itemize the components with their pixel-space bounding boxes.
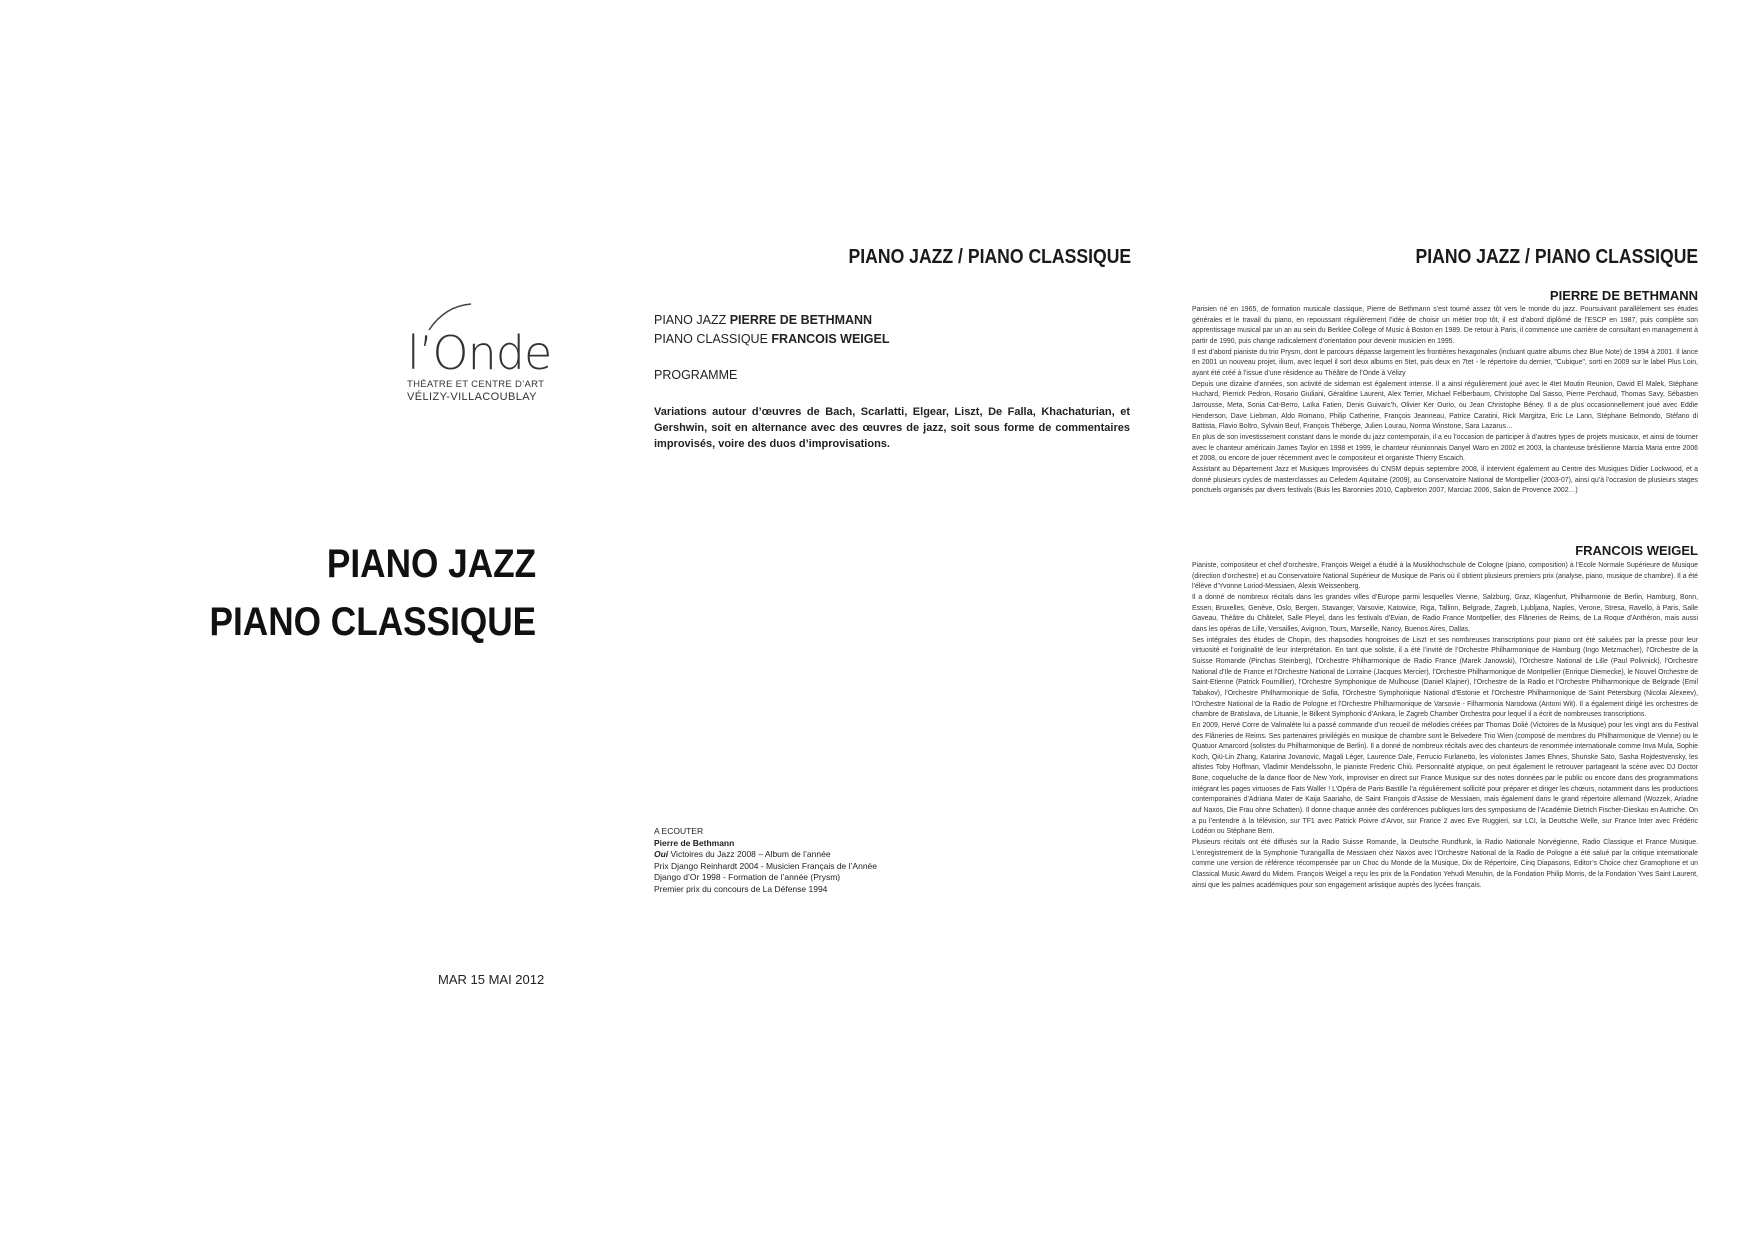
logo-subtitle: THÉATRE ET CENTRE D’ART	[407, 379, 545, 390]
bio-paragraph: Assistant au Département Jazz et Musiques Improvisées du CNSM depuis septembre 2008, il intervient également au Centre des Musiques Didier Lockwood, et a donné plusieurs cycles de masterclasses au Cefedem Aquitaine (2009), au Conservatoire National de Montpellier (2003-07), ainsi qu’à l’occasion de plusieurs stages ponctuels organisés par divers festivals (Buis les Baronnies 2010, Capbreton 2007, Marciac 2006, Salon de Provence 2002…)	[1192, 465, 1698, 495]
credit-jazz-prefix: PIANO JAZZ	[654, 313, 727, 327]
logo-wordmark: l’Onde	[407, 326, 552, 380]
listen-award-2: Prix Django Reinhardt 2004 - Musicien Français de l’Année	[654, 860, 878, 871]
listen-title: A ECOUTER	[654, 826, 704, 836]
bio-weigel-text	[1192, 561, 1698, 891]
bio-paragraph: Pianiste, compositeur et chef d’orchestre, François Weigel a étudié à la Musikhochschule de Cologne (piano, composition) à l’Ecole Normale Supérieure de Musique (direction d’orchestre) et au Conservatoire National Supérieur de Musique de Paris où il obtient plusieurs premiers prix (analyse, piano, musique de chambre). Il a été l’élève d’Yvonne Loriod-Messiaen, Alexis Weissenberg.	[1192, 562, 1698, 591]
bio-paragraph: Il est d’abord pianiste du trio Prysm, dont le parcours dépasse largement les frontières hexagonales (incluant quatre albums chez Blue Note) de 1994 à 2001. Il lance en 2001 un nouveau projet, ilium, avec lequel il sort deux albums en 5tet, puis deux en 7tet - le répertoire du dernier, "Cubique", sorti en 2009 sur le label Plus Loin, ayant été créé à l’issue d’une résidence au Théâtre de l’Onde à Vélizy	[1192, 348, 1698, 377]
logo-city: VÉLIZY-VILLACOUBLAY	[407, 391, 537, 403]
programme-text: Variations autour d’œuvres de Bach, Scarlatti, Elgear, Liszt, De Falla, Khachaturian, et Gershwin, soit en alternance avec des œuvres de jazz, soit sous forme de commentaires improvisés, voire des duos d’improvisations.	[654, 406, 1130, 450]
listen-award-1	[654, 849, 954, 861]
programme-panel	[584, 0, 1168, 1239]
performer-credits	[654, 311, 889, 349]
bio-paragraph: Il a donné de nombreux récitals dans les grandes villes d’Europe parmi lesquelles Vienne, Salzburg, Graz, Klagenfurt, Philharmonie de Berlin, Hamburg, Bonn, Essen, Bruxelles, Genève, Oslo, Bergen, Stavanger, Varsovie, Katowice, Riga, Tallinn, Belgrade, Zagreb, Ljubljana, Naples, Verone, Stresa, Ravello, à Paris, Salle Gaveau, Théâtre du Châtelet, Salle Pleyel, dans les festivals d’Evian, de Radio France Montpellier, des Flâneries de Reims, de La Roque d’Anthéron, mais aussi dans les opéras de Lille, Versailles, Avignon, Tours, Marseille, Nancy, Buenos Aires, Dallas.	[1192, 593, 1698, 633]
l-onde-logo	[395, 306, 555, 406]
credit-classique-prefix: PIANO CLASSIQUE	[654, 332, 768, 346]
bio-paragraph: En plus de son investissement constant dans le monde du jazz contemporain, il a eu l’occasion de participer à d’autres types de projets musicaux, et ainsi de tourner avec le chanteur américain James Taylor en 1998 et 1999, le chanteur réunionnais Danyel Waro en 2002 et 2003, la chanteuse brésilienne Marcia Maria entre 2006 et 2008, ou encore de jouer récemment avec le compositeur et organiste Thierry Escaich.	[1192, 433, 1698, 463]
biography-panel	[1168, 0, 1754, 1239]
bio-paragraph: Depuis une dizaine d’années, son activité de sideman est également intense. Il a ainsi régulièrement joué avec le 4tet Moutin Reunion, David El Malek, Stéphane Huchard, Pierrick Pedron, Rosario Giuliani, Géraldine Laurent, Alex Terrier, Michael Felberbaum, Christophe Dal Sasso, Pierre Perchaud, Thomas Savy, Sébastien Jarrousse, Meta, Sonia Cat-Berro, Laïka Fatien, Denis Guivarc’h, Olivier Ker Ourio, ou Jean Christophe Béney. Il a de plus occasionnellement joué avec Eddie Henderson, Dave Liebman, Aldo Romano, Philip Catherine, François Jeanneau, Patrice Caratini, Rick Margitza, Eric Le Lann, Stéphane Belmondo, Stéfano di Battista, Flavio Boltro, Sylvain Beuf, François Théberge, Julien Lourau, Norma Winstone, Sara Lazarus…	[1192, 380, 1698, 431]
credit-classique	[654, 330, 889, 349]
listen-section	[654, 826, 954, 895]
credit-classique-name: FRANCOIS WEIGEL	[771, 332, 890, 346]
biography-header: PIANO JAZZ / PIANO CLASSIQUE	[1415, 246, 1698, 268]
cover-title-line2: PIANO CLASSIQUE	[209, 600, 536, 644]
award-1-rest: Victoires du Jazz 2008 – Album de l’année	[668, 849, 831, 859]
programme-label: PROGRAMME	[654, 368, 738, 382]
event-date: MAR 15 MAI 2012	[438, 972, 545, 987]
bio-paragraph: En 2009, Hervé Corre de Valmalète lui a passé commande d’un recueil de mélodies créées par Thomas Dolié (Victoires de la Musique) pour les vingt ans du Festival des Flâneries de Reims. Ses partenaires privilégiés en musique de chambre sont le Belvedere Trio Wien (composé de membres du Philharmonique de Vienne) ou le Quatuor Amarcord (solistes du Philharmonique de Berlin). Il a donné de nombreux récitals avec des chanteurs de renommée internationale comme Inva Mula, Sophie Koch, Qiü-Lin Zhang, Katarina Jovanovic, Magali Léger, Laurence Dale, Ferrucio Furlanetto, les violonistes James Ehnes, Shunske Sato, Sasha Rojdestvensky, les altistes Toby Hoffman, Vladimir Mendelssohn, le pianiste Frederic Chiù. Personnalité atypique, on peut également le retrouver partageant la scène avec DJ Doctor Bone, coqueluche de la dance floor de New York, improviser en direct sur France Musique sur des notes données par le public ou encore dans des programmations intégrant les pages virtuoses de Fats Waller ! L’Opéra de Paris Bastille l’a régulièrement sollicité pour préparer et diriger les chœurs, notamment dans les productions contemporaines d’Adriana Mater de Kaija Saariaho, de Saint François d’Assise de Messiaen, mais également dans le grand répertoire allemand (Wozzek, Ariadne auf Naxos, Die Frau ohne Schatten). Il donne chaque année des conférences publiques lors des symposiums de l’Académie Dietrich Fischer-Dieskau en Autriche. On a pu l’entendre à la télévision, sur TF1 avec Patrick Poivre d’Arvor, sur France 2 avec Eve Ruggieri, sur LCI, la Deutsche Welle, sur France Inter avec Frédéric Lodéon ou Stéphane Bern.	[1192, 721, 1698, 836]
bio-paragraph: Ses intégrales des études de Chopin, des rhapsodies hongroises de Liszt et ses nombreuses transcriptions pour piano ont été saluées par la presse pour leur virtuosité et l’originalité de leur interprétation. En tant que soliste, il a été l’invité de l’Orchestre Philharmonique de Hamburg (Ingo Metzmacher), l’Orchestre de la Suisse Romande (Pinchas Steinberg), l’Orchestre Philharmonique de Radio France (Marek Janowski), l’Orchestre National de Lille (Paul Polivnick), l’Orchestre National d’Ile de France et l’Orchestre National de Lorraine (Jacques Mercier), l’Orchestre Philharmonique de Montpellier (Enrique Diemecke), le Nouvel Orchestre de Saint-Etienne (Patrick Fournillier), l’Orchestre Symphonique de Mulhouse (Daniel Klajner), l’Orchestre de la Radio et l’Orchestre Philharmonique de Belgrade (Emil Tabakov), l’Orchestre Philharmonique de Sofia, l’Orchestre Symphonique National d’Estonie et l’Orchestre Philharmonique de Saint Petersburg (Nicolai Alexeev), l’Orchestre National de la Radio de Pologne et l’Orchestre Philharmonique de Varsovie - Filharmonia Narodowa (Antoni Wit). Il a également dirigé les orchestres de chambre de Bratislava, de Lituanie, le Bilkent Symphonic d’Ankara, le Zagreb Chamber Orchestra pour lequel il a écrit de nombreuses transcriptions.	[1192, 636, 1698, 719]
award-1-prefix: Oui	[654, 849, 669, 859]
listen-award-3: Django d’Or 1998 - Formation de l’année (Prysm)	[654, 872, 841, 882]
bio-weigel-name: FRANCOIS WEIGEL	[1575, 543, 1698, 558]
cover-title-line1: PIANO JAZZ	[326, 542, 536, 586]
bio-bethmann-name: PIERRE DE BETHMANN	[1549, 288, 1698, 303]
credit-jazz	[654, 311, 889, 330]
listen-award-4: Premier prix du concours de La Défense 1994	[654, 883, 828, 894]
bio-bethmann-text	[1192, 305, 1698, 497]
programme-header: PIANO JAZZ / PIANO CLASSIQUE	[848, 246, 1131, 268]
bio-paragraph: Parisien né en 1965, de formation musicale classique, Pierre de Bethmann s’est tourné assez tôt vers le monde du jazz. Poursuivant parallèlement ses études générales et le travail du piano, en repoussant régulièrement l’idée de choisir un métier trop tôt, il est d’abord diplômé de l’ESCP en 1987, puis complète son apprentissage musical par un an au sein du Berklee College of Music à Boston en 1989. De retour à Paris, il commence une carrière de consultant en management à partir de 1990, puis change radicalement d’orientation pour devenir musicien en 1995.	[1192, 306, 1698, 345]
credit-jazz-name: PIERRE DE BETHMANN	[729, 313, 873, 327]
cover-title	[209, 535, 536, 651]
cover-panel	[0, 0, 584, 1239]
listen-artist: Pierre de Bethmann	[654, 837, 735, 848]
bio-paragraph: Plusieurs récitals ont été diffusés sur la Radio Suisse Romande, la Deutsche Rundfunk, la Radio Nationale Norvégienne, Radio Classique et France Musique. L’enregistrement de la Symphonie Turangalîla de Messiaen chez Naxos avec l’Orchestre National de la Radio de Pologne a été salué par la critique internationale comme une version de référence récompensée par un Choc du Monde de la Musique, Dix de Répertoire, Cinq Diapasons, Editor’s Choice chez Gramophone et un Classical Music Award du Midem. François Weigel a reçu les prix de la Fondation Yehudi Menuhin, de la Fondation Philip Morris, de la Fondation Yves Saint Laurent, ainsi que les palmes académiques pour son engagement artistique auprès des lycées français.	[1192, 839, 1698, 889]
